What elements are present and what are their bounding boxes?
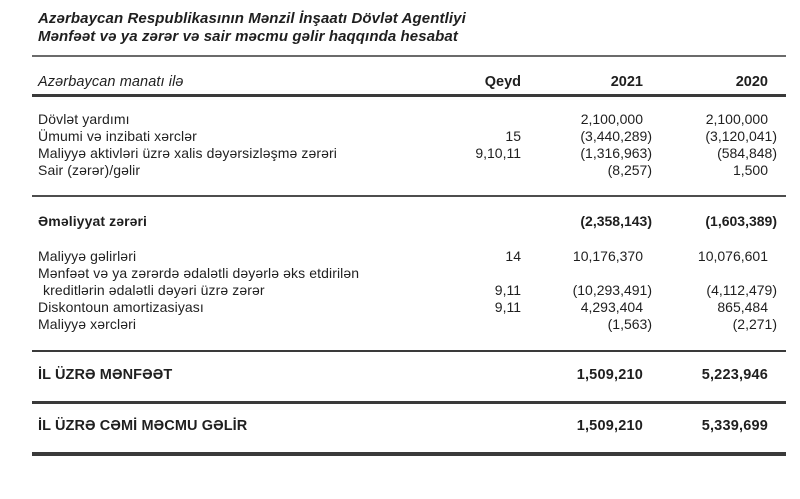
row-value-2021: 1,509,210	[576, 367, 643, 383]
table-row	[38, 162, 778, 179]
row-label: kreditlərin ədalətli dəyəri üzrə zərər	[43, 282, 265, 298]
divider-bottom	[32, 452, 786, 456]
row-label: Maliyyə xərcləri	[38, 316, 137, 332]
row-value-2020: 1,500	[732, 161, 768, 178]
finance-items-block	[38, 248, 778, 333]
row-value-2021: 4,293,404	[580, 299, 643, 315]
row-value-2020: 5,339,699	[701, 418, 768, 434]
row-value-2021: (3,440,289)	[580, 127, 652, 144]
divider-under-header	[32, 94, 786, 97]
row-note: 9,11	[494, 299, 521, 315]
row-note: 14	[505, 248, 521, 264]
column-header-2020: 2020	[735, 74, 768, 90]
row-value-2020: 10,076,601	[697, 248, 768, 264]
table-row	[38, 145, 778, 162]
row-value-2020: (3,120,041)	[705, 127, 777, 144]
row-value-2020: (2,271)	[732, 316, 777, 332]
operating-items-block	[38, 111, 778, 179]
row-label: İL ÜZRƏ CƏMİ MƏCMU GƏLİR	[38, 418, 248, 434]
divider-under-title	[32, 55, 786, 57]
row-note: 9,10,11	[475, 144, 521, 161]
row-value-2020: (4,112,479)	[706, 282, 777, 298]
row-value-2021: (2,358,143)	[580, 213, 652, 229]
table-row	[38, 248, 778, 265]
row-value-2020: 865,484	[717, 299, 768, 315]
column-header-note: Qeyd	[484, 74, 521, 90]
row-label: Sair (zərər)/gəlir	[38, 161, 141, 178]
row-note: 9,11	[494, 282, 521, 298]
row-label: Maliyyə gəlirləri	[38, 248, 137, 264]
row-label: Diskontoun amortizasiyası	[38, 299, 204, 315]
table-row	[38, 316, 778, 333]
table-row	[38, 282, 778, 299]
row-label: Ümumi və inzibati xərclər	[38, 127, 197, 144]
table-row	[38, 299, 778, 316]
table-row	[38, 128, 778, 145]
row-value-2020: (584,848)	[717, 144, 777, 161]
currency-note: Azərbaycan manatı ilə	[38, 74, 184, 90]
row-value-2020: 2,100,000	[705, 110, 768, 127]
column-header-2021: 2021	[610, 74, 643, 90]
row-label: Maliyyə aktivləri üzrə xalis dəyərsizləşmə zərəri	[38, 144, 337, 161]
divider-after-profit	[32, 401, 786, 404]
statement-title: Mənfəət və ya zərər və sair məcmu gəlir haqqında hesabat	[38, 28, 458, 45]
row-label: Əməliyyat zərəri	[38, 213, 148, 229]
divider-operating	[32, 195, 786, 198]
row-value-2021: (8,257)	[607, 161, 652, 178]
row-value-2020: (1,603,389)	[705, 213, 777, 229]
company-name: Azərbaycan Respublikasının Mənzil İnşaatı Dövlət Agentliyi	[38, 10, 466, 27]
row-value-2020: 5,223,946	[701, 367, 768, 383]
row-value-2021: 2,100,000	[580, 110, 643, 127]
report-header	[38, 10, 778, 46]
row-value-2021: (10,293,491)	[572, 282, 652, 298]
row-label: İL ÜZRƏ MƏNFƏƏT	[38, 367, 173, 383]
row-value-2021: 10,176,370	[572, 248, 643, 264]
table-row	[38, 111, 778, 128]
row-value-2021: (1,563)	[607, 316, 652, 332]
profit-for-year-row	[38, 366, 778, 384]
table-header-row	[38, 74, 778, 91]
divider-before-profit	[32, 350, 786, 352]
operating-loss-row	[38, 212, 778, 230]
row-label: Mənfəət və ya zərərdə ədalətli dəyərlə əks etdirilən	[38, 265, 360, 281]
row-note: 15	[505, 127, 521, 144]
row-value-2021: 1,509,210	[576, 418, 643, 434]
total-comprehensive-income-row	[38, 417, 778, 435]
statement-table	[38, 74, 778, 456]
table-row	[38, 265, 778, 282]
row-label: Dövlət yardımı	[38, 110, 130, 127]
row-value-2021: (1,316,963)	[580, 144, 652, 161]
